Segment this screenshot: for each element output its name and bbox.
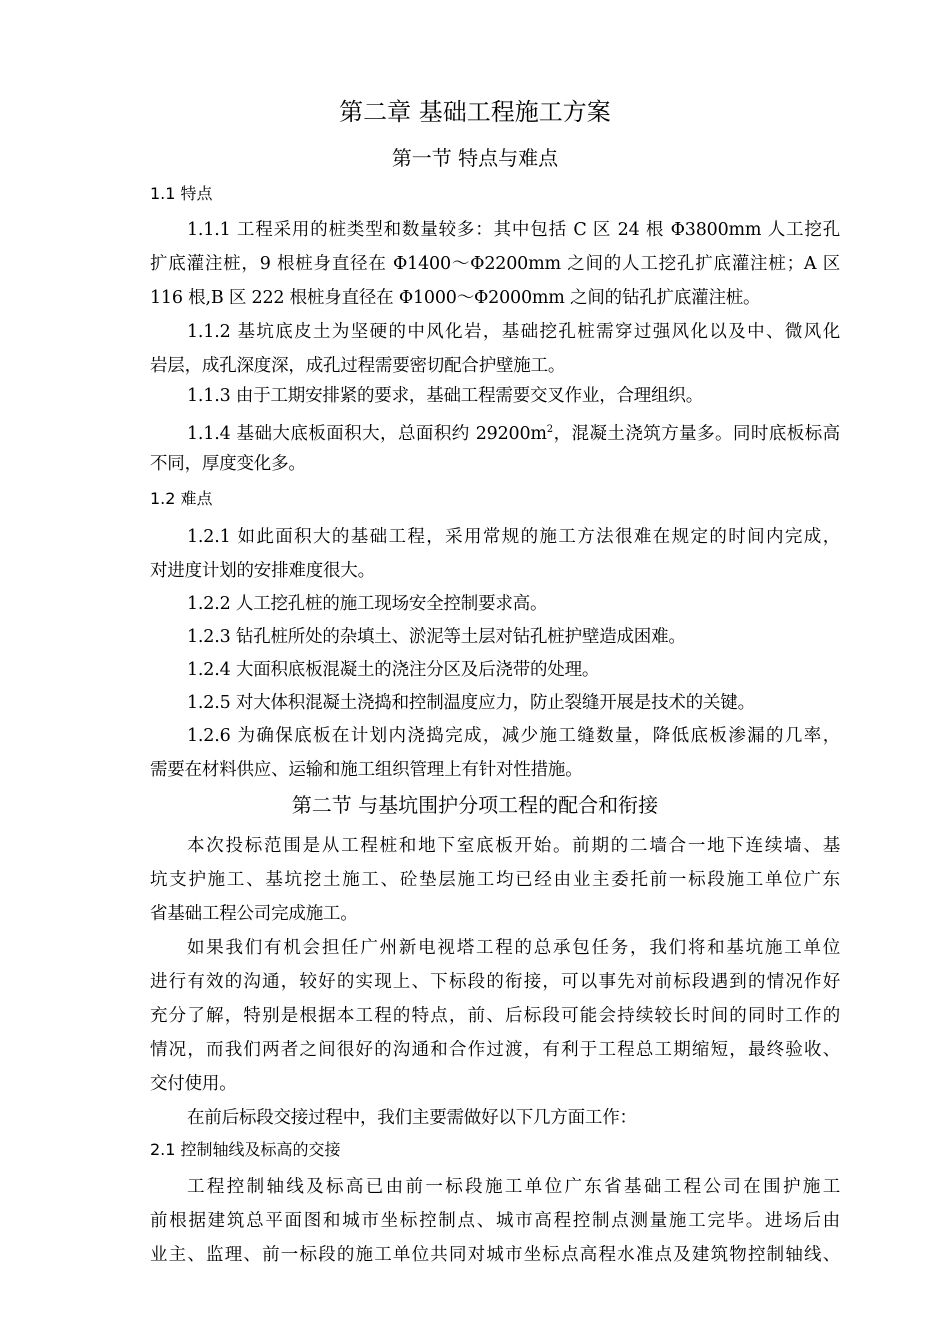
paragraph-line: 本次投标范围是从工程桩和地下室底板开始。前期的二墙合一地下连续墙、基 [187, 836, 840, 856]
superscript-two: 2 [546, 424, 553, 435]
paragraph-1-1-1-line: 116 根,B 区 222 根桩身直径在 Φ1000～Φ2000mm 之间的钻孔扩底灌注桩。 [150, 288, 761, 308]
paragraph-1-2-3: 1.2.3 钻孔桩所处的杂填土、淤泥等土层对钻孔桩护壁造成困难。 [187, 627, 686, 647]
paragraph-1-1-4-line [187, 413, 840, 451]
paragraph-line: 进行有效的沟通，较好的实现上、下标段的衔接，可以事先对前标段遇到的情况作好 [150, 972, 840, 992]
paragraph-1-1-2-line: 1.1.2 基坑底皮土为坚硬的中风化岩，基础挖孔桩需穿过强风化以及中、微风化 [187, 322, 840, 342]
paragraph-line: 情况，而我们两者之间很好的沟通和合作过渡，有利于工程总工期缩短，最终验收、 [150, 1040, 840, 1060]
section-1-title: 第一节 特点与难点 [391, 146, 559, 170]
paragraph-1-2-5: 1.2.5 对大体积混凝土浇捣和控制温度应力，防止裂缝开展是技术的关键。 [187, 693, 755, 713]
paragraph-line: 充分了解，特别是根据本工程的特点，前、后标段可能会持续较长时间的同时工作的 [150, 1006, 840, 1026]
paragraph-1-1-1-line: 1.1.1 工程采用的桩类型和数量较多：其中包括 C 区 24 根 Φ3800mm 人工挖孔 [187, 220, 840, 240]
section-2-title: 第二节 与基坑围护分项工程的配合和衔接 [291, 793, 659, 817]
paragraph-line: 如果我们有机会担任广州新电视塔工程的总承包任务，我们将和基坑施工单位 [187, 938, 840, 958]
paragraph-line: 交付使用。 [150, 1074, 237, 1094]
paragraph-line: 前根据建筑总平面图和城市坐标控制点、城市高程控制点测量施工完毕。进场后由 [150, 1211, 840, 1231]
paragraph-1-2-4: 1.2.4 大面积底板混凝土的浇注分区及后浇带的处理。 [187, 660, 600, 680]
heading-1-1: 1.1 特点 [150, 184, 213, 203]
paragraph-1-2-1-line: 对进度计划的安排难度很大。 [150, 561, 375, 581]
paragraph-line: 工程控制轴线及标高已由前一标段施工单位广东省基础工程公司在围护施工 [187, 1177, 840, 1197]
paragraph-line: 省基础工程公司完成施工。 [150, 904, 358, 924]
paragraph-1-1-4-text: 1.1.4 基础大底板面积大，总面积约 29200m [187, 423, 547, 444]
paragraph-1-1-4-line: 不同，厚度变化多。 [150, 454, 306, 474]
heading-1-2: 1.2 难点 [150, 489, 213, 508]
heading-2-1: 2.1 控制轴线及标高的交接 [150, 1140, 341, 1159]
paragraph-1-2-6-line: 1.2.6 为确保底板在计划内浇捣完成，减少施工缝数量，降低底板渗漏的几率， [187, 726, 840, 746]
paragraph-1-1-4-text: ，混凝土浇筑方量多。同时底板标高 [552, 423, 840, 444]
paragraph-line: 业主、监理、前一标段的施工单位共同对城市坐标点高程水准点及建筑物控制轴线、 [150, 1245, 840, 1265]
chapter-title: 第二章 基础工程施工方案 [339, 98, 611, 126]
paragraph-1-1-1-line: 扩底灌注桩，9 根桩身直径在 Φ1400～Φ2200mm 之间的人工挖孔扩底灌注桩；A 区 [150, 254, 840, 274]
paragraph-1-2-1-line: 1.2.1 如此面积大的基础工程，采用常规的施工方法很难在规定的时间内完成， [187, 527, 840, 547]
paragraph-1-2-6-line: 需要在材料供应、运输和施工组织管理上有针对性措施。 [150, 760, 583, 780]
paragraph-1-2-2: 1.2.2 人工挖孔桩的施工现场安全控制要求高。 [187, 594, 548, 614]
paragraph-1-1-2-line: 岩层，成孔深度深，成孔过程需要密切配合护壁施工。 [150, 356, 566, 376]
paragraph-line: 在前后标段交接过程中，我们主要需做好以下几方面工作： [187, 1108, 637, 1128]
paragraph-1-1-3: 1.1.3 由于工期安排紧的要求，基础工程需要交叉作业，合理组织。 [187, 386, 703, 406]
paragraph-line: 坑支护施工、基坑挖土施工、砼垫层施工均已经由业主委托前一标段施工单位广东 [150, 870, 840, 890]
